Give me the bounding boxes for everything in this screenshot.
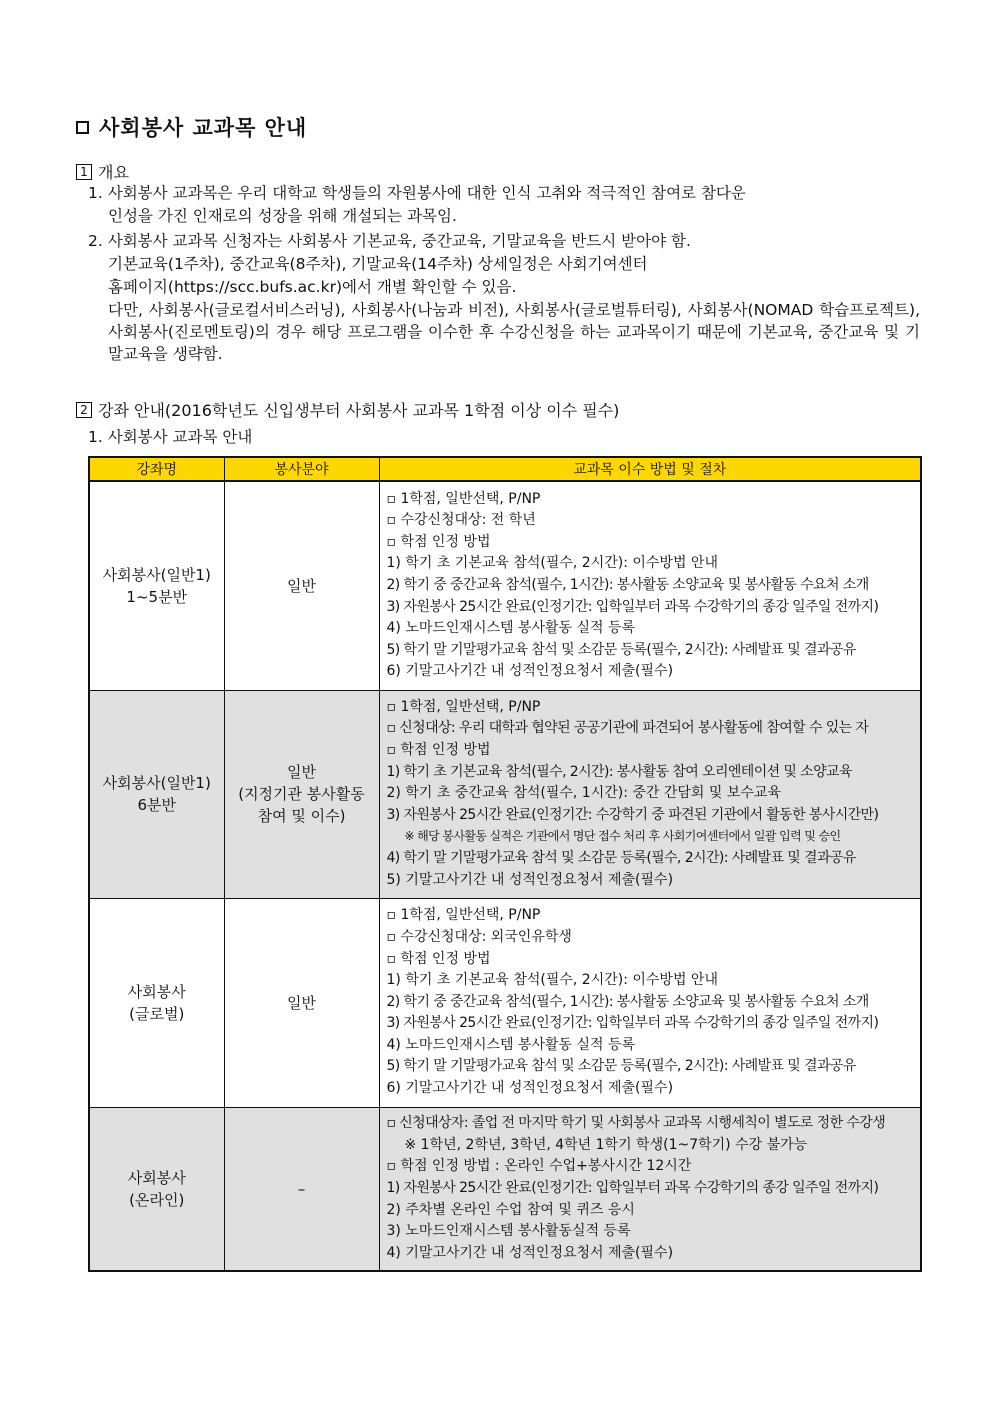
section-2-heading xyxy=(76,398,619,421)
procedure-cell xyxy=(379,481,921,690)
table-header-row xyxy=(89,457,921,481)
procedure-line: ▫ 수강신청대상: 전 학년 xyxy=(386,512,536,529)
header-course-name: 강좌명 xyxy=(89,457,224,481)
table-row xyxy=(89,1107,921,1271)
procedure-line: 3) 자원봉사 25시간 완료(인정기간: 입학일부터 과목 수강학기의 종강 일주일 전까지) xyxy=(386,1015,879,1032)
procedure-line: 5) 학기 말 기말평가교육 참석 및 소감문 등록(필수, 2시간): 사례발표 및 결과공유 xyxy=(386,641,856,658)
procedure-line: 2) 주차별 온라인 수업 참여 및 퀴즈 응시 xyxy=(386,1201,635,1218)
square-bullet-icon xyxy=(76,121,89,134)
section-number-box: 2 xyxy=(76,402,92,418)
header-service-field: 봉사분야 xyxy=(224,457,379,481)
service-field: 일반 xyxy=(287,763,316,781)
course-name-cell xyxy=(89,690,224,898)
procedure-line: 1) 자원봉사 25시간 완료(인정기간: 입학일부터 과목 수강학기의 종강 일주일 전까지) xyxy=(386,1179,879,1196)
service-field: – xyxy=(297,1179,306,1198)
procedure-line: ▫ 수강신청대상: 외국인유학생 xyxy=(386,928,572,945)
procedure-line: 3) 자원봉사 25시간 완료(인정기간: 입학일부터 과목 수강학기의 종강 일주일 전까지) xyxy=(386,598,879,615)
overview-item-1-cont: 인성을 가진 인재로의 성장을 위해 개설되는 과목임. xyxy=(108,207,457,225)
procedure-line: ▫ 학점 인정 방법 xyxy=(386,950,491,967)
procedure-line: 2) 학기 초 중간교육 참석(필수, 1시간): 중간 간담회 및 보수교육 xyxy=(386,785,781,802)
procedure-line: ▫ 신청대상자: 졸업 전 마지막 학기 및 사회봉사 교과목 시행세칙이 별도로 정한 수강생 xyxy=(386,1115,886,1132)
section-1-title: 개요 xyxy=(98,163,129,182)
course-section: 6분반 xyxy=(137,796,177,814)
course-section: 1~5분반 xyxy=(126,587,188,606)
course-name: 사회봉사 xyxy=(127,1168,186,1187)
procedure-line: 2) 학기 중 중간교육 참석(필수, 1시간): 봉사활동 소양교육 및 봉사활동 수요처 소개 xyxy=(386,993,869,1010)
course-name: 사회봉사(일반1) xyxy=(102,774,211,792)
table-row xyxy=(89,481,921,690)
procedure-line: 2) 학기 중 중간교육 참석(필수, 1시간): 봉사활동 소양교육 및 봉사활동 수요처 소개 xyxy=(386,576,869,593)
service-field: 일반 xyxy=(287,576,316,595)
procedure-line: 3) 노마드인재시스템 봉사활동실적 등록 xyxy=(386,1223,631,1240)
overview-item-2-exception: 다만, 사회봉사(글로컬서비스러닝), 사회봉사(나눔과 비전), 사회봉사(글로벌튜터링), 사회봉사(NOMAD 학습프로젝트), 사회봉사(진로멘토링)의 경우 해당 프로그램을 이수한 후 수강신청을 하는 교과목이기 때문에 기본교육, 중간교육 및 기말교육을 생략함. xyxy=(108,301,920,363)
procedure-line: 5) 학기 말 기말평가교육 참석 및 소감문 등록(필수, 2시간): 사례발표 및 결과공유 xyxy=(386,1058,856,1075)
course-name-cell xyxy=(89,1107,224,1271)
course-section: (온라인) xyxy=(129,1190,185,1209)
procedure-line: 1) 학기 초 기본교육 참석(필수, 2시간): 봉사활동 참여 오리엔테이션 및 소양교육 xyxy=(386,763,852,780)
procedure-line: 6) 기말고사기간 내 성적인정요청서 제출(필수) xyxy=(386,663,674,680)
service-field-cell xyxy=(224,690,379,898)
section-number-box: 1 xyxy=(76,164,92,180)
service-field-cell xyxy=(224,1107,379,1271)
procedure-line: 3) 자원봉사 25시간 완료(인정기간: 수강학기 중 파견된 기관에서 활동한 봉사시간만) xyxy=(386,806,879,823)
procedure-line: ▫ 학점 인정 방법 xyxy=(386,533,491,550)
header-procedure: 교과목 이수 방법 및 절차 xyxy=(379,457,921,481)
procedure-cell xyxy=(379,898,921,1107)
procedure-line: ▫ 1학점, 일반선택, P/NP xyxy=(386,698,541,715)
overview-item-1: 1. 사회봉사 교과목은 우리 대학교 학생들의 자원봉사에 대한 인식 고취와 적극적인 참여로 참다운 xyxy=(88,184,746,202)
procedure-line: ▫ 1학점, 일반선택, P/NP xyxy=(386,490,541,507)
course-table xyxy=(88,456,922,1272)
procedure-line: 4) 학기 말 기말평가교육 참석 및 소감문 등록(필수, 2시간): 사례발표 및 결과공유 xyxy=(386,849,856,866)
course-name-cell xyxy=(89,481,224,690)
service-field: 일반 xyxy=(287,993,316,1012)
service-field-cell xyxy=(224,481,379,690)
procedure-cell xyxy=(379,690,921,898)
procedure-line: 5) 기말고사기간 내 성적인정요청서 제출(필수) xyxy=(386,871,674,888)
procedure-cell xyxy=(379,1107,921,1271)
page-title xyxy=(76,112,307,142)
service-field-cell xyxy=(224,898,379,1107)
overview-item-2-homepage: 홈페이지(https://scc.bufs.ac.kr)에서 개별 확인할 수 있음. xyxy=(108,278,517,296)
procedure-note: ※ 1학년, 2학년, 3학년, 4학년 1학기 학생(1~7학기) 수강 불가능 xyxy=(404,1136,808,1153)
procedure-line: 4) 기말고사기간 내 성적인정요청서 제출(필수) xyxy=(386,1244,674,1261)
course-name-cell xyxy=(89,898,224,1107)
procedure-line: 4) 노마드인재시스템 봉사활동 실적 등록 xyxy=(386,620,636,637)
service-field-detail: (지정기관 봉사활동 xyxy=(238,785,365,803)
page-title-text: 사회봉사 교과목 안내 xyxy=(99,116,308,140)
course-section: (글로벌) xyxy=(129,1004,185,1023)
overview-item-2: 2. 사회봉사 교과목 신청자는 사회봉사 기본교육, 중간교육, 기말교육을 반드시 받아야 함. xyxy=(88,232,691,250)
procedure-line: ▫ 1학점, 일반선택, P/NP xyxy=(386,907,541,924)
course-guide-subheading: 1. 사회봉사 교과목 안내 xyxy=(88,428,253,446)
procedure-line: 1) 학기 초 기본교육 참석(필수, 2시간): 이수방법 안내 xyxy=(386,555,718,572)
table-row xyxy=(89,898,921,1107)
procedure-line: ▫ 학점 인정 방법 xyxy=(386,742,491,759)
procedure-note: ※ 해당 봉사활동 실적은 기관에서 명단 접수 처리 후 사회기여센터에서 일괄 입력 및 승인 xyxy=(404,829,841,844)
procedure-line: 1) 학기 초 기본교육 참석(필수, 2시간): 이수방법 안내 xyxy=(386,972,718,989)
table-row xyxy=(89,690,921,898)
section-2-title: 강좌 안내(2016학년도 신입생부터 사회봉사 교과목 1학점 이상 이수 필수) xyxy=(98,401,620,420)
service-field-detail: 참여 및 이수) xyxy=(257,807,346,825)
procedure-line: ▫ 신청대상: 우리 대학과 협약된 공공기관에 파견되어 봉사활동에 참여할 수 있는 자 xyxy=(386,720,869,737)
course-name: 사회봉사(일반1) xyxy=(102,565,211,584)
procedure-line: 4) 노마드인재시스템 봉사활동 실적 등록 xyxy=(386,1036,636,1053)
procedure-line: ▫ 학점 인정 방법 : 온라인 수업+봉사시간 12시간 xyxy=(386,1158,692,1175)
course-name: 사회봉사 xyxy=(127,982,186,1001)
section-1-heading xyxy=(76,160,129,183)
overview-item-2-schedule: 기본교육(1주차), 중간교육(8주차), 기말교육(14주차) 상세일정은 사회기여센터 xyxy=(108,255,648,273)
procedure-line: 6) 기말고사기간 내 성적인정요청서 제출(필수) xyxy=(386,1080,674,1097)
